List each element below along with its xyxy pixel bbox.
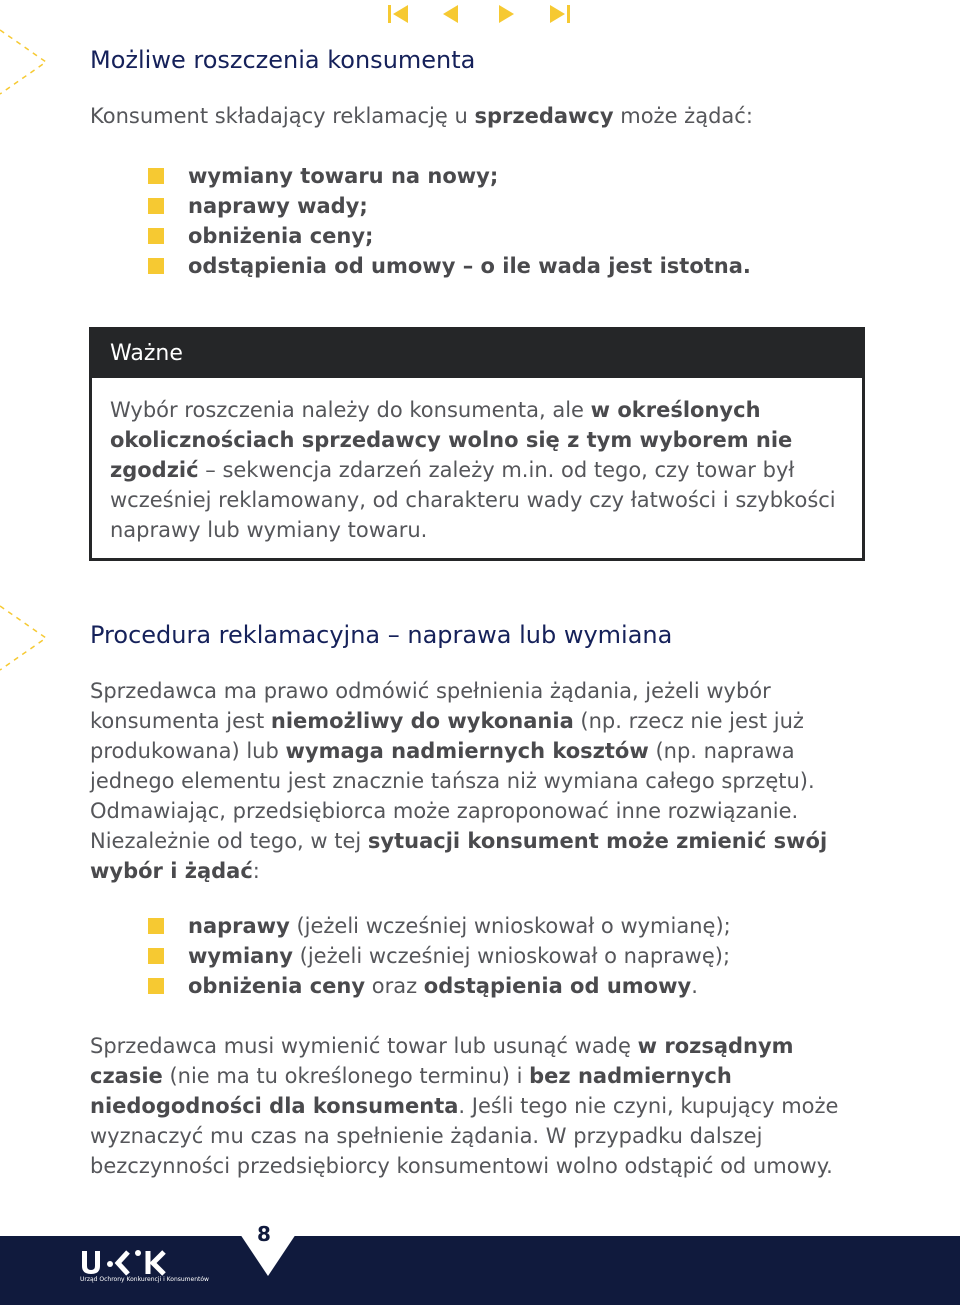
page-number: 8 bbox=[257, 1222, 271, 1246]
bullet-square-icon bbox=[148, 228, 164, 244]
list-item: obniżenia ceny oraz odstąpienia od umowy. bbox=[148, 971, 731, 1001]
list-item: wymiany towaru na nowy; bbox=[148, 161, 751, 191]
previous-page-icon[interactable] bbox=[440, 4, 464, 24]
bullet-square-icon bbox=[148, 168, 164, 184]
list-item: naprawy wady; bbox=[148, 191, 751, 221]
bullet-square-icon bbox=[148, 258, 164, 274]
claims-list bbox=[148, 161, 751, 281]
important-box-title: Ważne bbox=[92, 330, 862, 378]
chevron-decoration-icon bbox=[0, 604, 50, 674]
important-box-text: Wybór roszczenia należy do konsumenta, ale w określonych okolicznościach sprzedawcy wolno się z tym wyborem nie zgodzić – sekwencja zdarzeń zależy m.in. od tego, czy towar był wcześniej reklamowany, od charakteru wady czy łatwości i szybkości naprawy lub wymiany towaru. bbox=[110, 398, 836, 542]
last-page-icon[interactable] bbox=[548, 4, 572, 24]
list-item: wymiany (jeżeli wcześniej wnioskował o naprawę); bbox=[148, 941, 731, 971]
intro-paragraph: Konsument składający reklamację u sprzedawcy może żądać: bbox=[90, 104, 753, 128]
bullet-square-icon bbox=[148, 978, 164, 994]
logo-caption: Urząd Ochrony Konkurencji i Konsumentów bbox=[80, 1276, 209, 1283]
next-page-icon[interactable] bbox=[494, 4, 518, 24]
list-item: odstąpienia od umowy – o ile wada jest istotna. bbox=[148, 251, 751, 281]
first-page-icon[interactable] bbox=[386, 4, 410, 24]
bullet-square-icon bbox=[148, 918, 164, 934]
list-item: obniżenia ceny; bbox=[148, 221, 751, 251]
list-item: naprawy (jeżeli wcześniej wnioskował o wymianę); bbox=[148, 911, 731, 941]
section-heading: Możliwe roszczenia konsumenta bbox=[90, 46, 476, 74]
important-box bbox=[89, 327, 865, 561]
chevron-decoration-icon bbox=[0, 28, 50, 98]
deadline-paragraph: Sprzedawca musi wymienić towar lub usunąć wadę w rozsądnym czasie (nie ma tu określonego terminu) i bez nadmiernych niedogodności dla konsumenta. Jeśli tego nie czyni, kupujący może wyznaczyć mu czas na spełnienie żądania. W przypadku dalszej bezczynności przedsiębiorcy konsumentowi wolno odstąpić od umowy. bbox=[90, 1034, 839, 1178]
alternative-claims-list bbox=[148, 911, 731, 1001]
page-navigation bbox=[384, 4, 574, 24]
bullet-square-icon bbox=[148, 948, 164, 964]
section-heading: Procedura reklamacyjna – naprawa lub wymiana bbox=[90, 621, 673, 649]
bullet-square-icon bbox=[148, 198, 164, 214]
procedure-paragraph: Sprzedawca ma prawo odmówić spełnienia żądania, jeżeli wybór konsumenta jest niemożliwy do wykonania (np. rzecz nie jest już produkowana) lub wymaga nadmiernych kosztów (np. naprawa jednego elementu jest znacznie tańsza niż wymiana całego sprzętu). Odmawiając, przedsiębiorca może zaproponować inne rozwiązanie. Niezależnie od tego, w tej sytuacji konsument może zmienić swój wybór i żądać: bbox=[90, 679, 828, 883]
